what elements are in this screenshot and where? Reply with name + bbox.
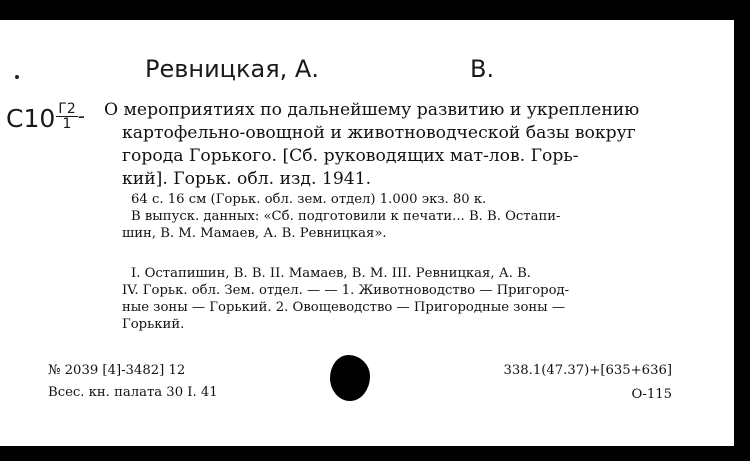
tracing-line-4: Горький. — [122, 317, 185, 332]
classification-index: 338.1(47.37)+[635+636] — [503, 363, 672, 378]
shelf-fraction-numerator: Г2 — [58, 101, 76, 117]
collation-line: 64 с. 16 см (Горьк. обл. зем. отдел) 1.000 экз. 80 к. — [131, 192, 487, 207]
shelf-dash: - — [77, 104, 85, 128]
ink-dot — [15, 75, 19, 79]
note-line-1: В выпуск. данных: «Сб. подготовили к печати... В. В. Остапи- — [131, 209, 561, 224]
handwritten-initial: В. — [470, 55, 495, 83]
title-line-1: О мероприятиях по дальнейшему развитию и укреплению — [104, 100, 640, 120]
author-mark: О-115 — [631, 387, 672, 402]
title-line-2: картофельно-овощной и животноводческой базы вокруг — [122, 123, 636, 143]
title-line-3: города Горького. [Сб. руководящих мат-лов. Горь- — [122, 146, 579, 166]
tracing-line-2: IV. Горьк. обл. Зем. отдел. — — 1. Животноводство — Пригород- — [122, 283, 570, 298]
shelf-fraction-denominator: 1 — [62, 116, 72, 132]
card-number: № 2039 [4]-3482] 12 — [48, 363, 186, 378]
tracing-line-1: I. Остапишин, В. В. II. Мамаев, В. М. III. Ревницкая, А. В. — [131, 266, 531, 281]
shelf-fraction — [56, 102, 77, 131]
shelf-mark — [6, 101, 85, 133]
shelf-code: С10 — [6, 104, 56, 133]
note-line-2: шин, В. М. Мамаев, А. В. Ревницкая». — [122, 226, 387, 241]
tracing-line-3: ные зоны — Горький. 2. Овощеводство — Пригородные зоны — — [122, 300, 566, 315]
handwritten-author: Ревницкая, А. — [145, 55, 319, 83]
title-line-4: кий]. Горьк. обл. изд. 1941. — [122, 169, 372, 189]
chamber-imprint: Всес. кн. палата 30 I. 41 — [48, 385, 218, 400]
